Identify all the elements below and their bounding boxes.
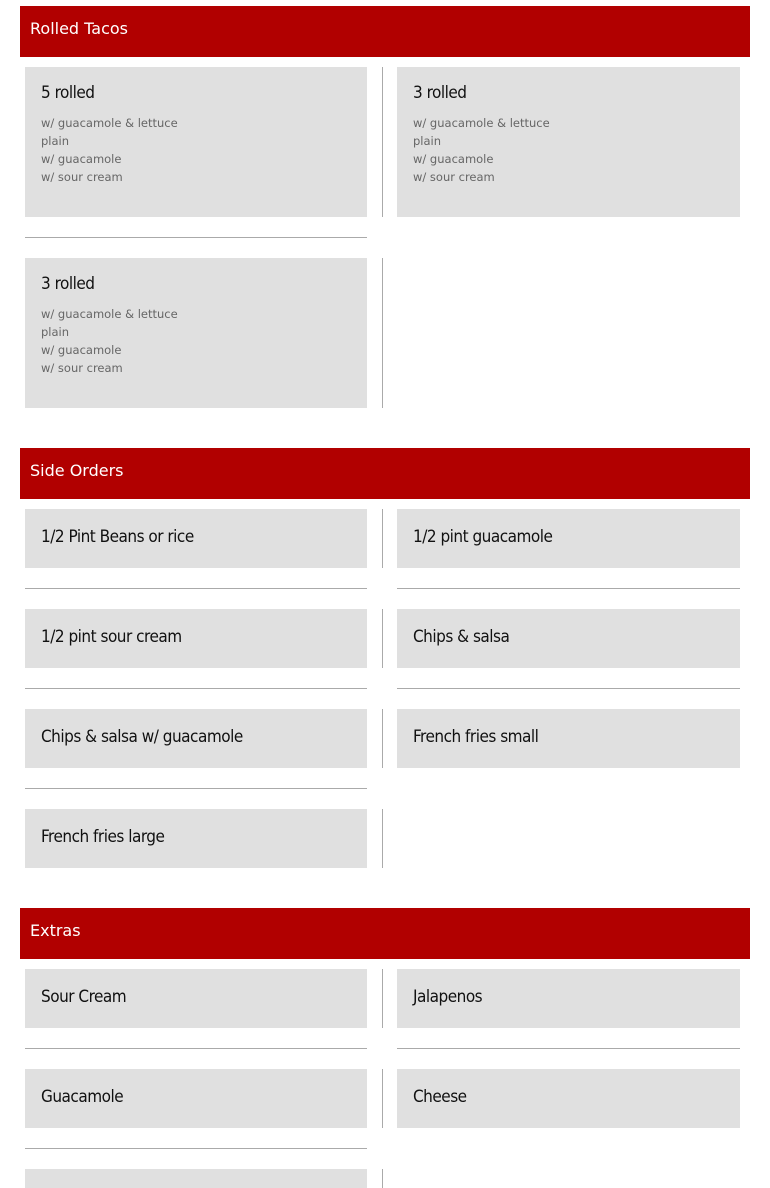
menu-item-chips-salsa-guacamole[interactable] xyxy=(25,709,367,768)
menu-item-name: 3 rolled xyxy=(41,274,95,294)
section-header-rolled-tacos: Rolled Tacos xyxy=(20,6,750,57)
menu-item-guacamole[interactable] xyxy=(25,1069,367,1128)
column-divider xyxy=(382,609,383,668)
menu-item-name: Cheese xyxy=(413,1087,467,1107)
menu-item-half-pint-guacamole[interactable] xyxy=(397,509,740,568)
row-divider xyxy=(25,237,367,238)
row-divider xyxy=(25,688,367,689)
row-divider xyxy=(25,588,367,589)
menu-item-name: 1/2 pint guacamole xyxy=(413,527,553,547)
column-divider xyxy=(382,258,383,408)
option: w/ guacamole & lettuce xyxy=(41,307,178,321)
menu-item-half-pint-beans-or-rice[interactable] xyxy=(25,509,367,568)
option: w/ sour cream xyxy=(413,170,495,184)
option: plain xyxy=(41,325,70,339)
menu-item-options xyxy=(41,114,367,186)
column-divider xyxy=(382,1169,383,1188)
menu-item-name: 1/2 pint sour cream xyxy=(41,627,182,647)
menu-item-options xyxy=(41,305,367,377)
column-divider xyxy=(382,67,383,217)
option: plain xyxy=(41,134,70,148)
menu-item-name: Chips & salsa xyxy=(413,627,510,647)
menu-item-name: Guacamole xyxy=(41,1087,124,1107)
section-header-extras: Extras xyxy=(20,908,750,959)
menu-item-jalapenos[interactable] xyxy=(397,969,740,1028)
menu-item-name: French fries large xyxy=(41,827,165,847)
row-divider xyxy=(25,788,367,789)
menu-item-name: French fries small xyxy=(413,727,539,747)
menu-item-5-rolled[interactable] xyxy=(25,67,367,217)
menu-item-half-pint-sour-cream[interactable] xyxy=(25,609,367,668)
menu-item-chips-and-salsa[interactable] xyxy=(397,609,740,668)
row-divider xyxy=(25,1048,367,1049)
menu-item-sour-cream[interactable] xyxy=(25,969,367,1028)
menu-item-name: 5 rolled xyxy=(41,83,95,103)
row-divider xyxy=(397,588,740,589)
section-header-side-orders: Side Orders xyxy=(20,448,750,499)
column-divider xyxy=(382,509,383,568)
column-divider xyxy=(382,969,383,1028)
option: w/ guacamole xyxy=(413,152,494,166)
menu-item-3-rolled[interactable] xyxy=(397,67,740,217)
menu-item-name: Chips & salsa w/ guacamole xyxy=(41,727,243,747)
option: w/ guacamole xyxy=(41,152,122,166)
column-divider xyxy=(382,709,383,768)
column-divider xyxy=(382,809,383,868)
row-divider xyxy=(25,1148,367,1149)
column-divider xyxy=(382,1069,383,1128)
menu-item-name: Sour Cream xyxy=(41,987,127,1007)
row-divider xyxy=(397,688,740,689)
menu-item-french-fries-large[interactable] xyxy=(25,809,367,868)
menu-item-name: 1/2 Pint Beans or rice xyxy=(41,527,194,547)
option: w/ sour cream xyxy=(41,361,123,375)
menu-item-french-fries-small[interactable] xyxy=(397,709,740,768)
menu-item-name: Jalapenos xyxy=(413,987,483,1007)
row-divider xyxy=(397,1048,740,1049)
option: plain xyxy=(413,134,442,148)
menu-item-options xyxy=(413,114,740,186)
option: w/ guacamole & lettuce xyxy=(413,116,550,130)
menu-item-3-rolled-2[interactable] xyxy=(25,258,367,408)
menu-item-name: 3 rolled xyxy=(413,83,467,103)
option: w/ guacamole & lettuce xyxy=(41,116,178,130)
menu-item-partial[interactable] xyxy=(25,1169,367,1188)
option: w/ guacamole xyxy=(41,343,122,357)
menu-item-cheese[interactable] xyxy=(397,1069,740,1128)
option: w/ sour cream xyxy=(41,170,123,184)
